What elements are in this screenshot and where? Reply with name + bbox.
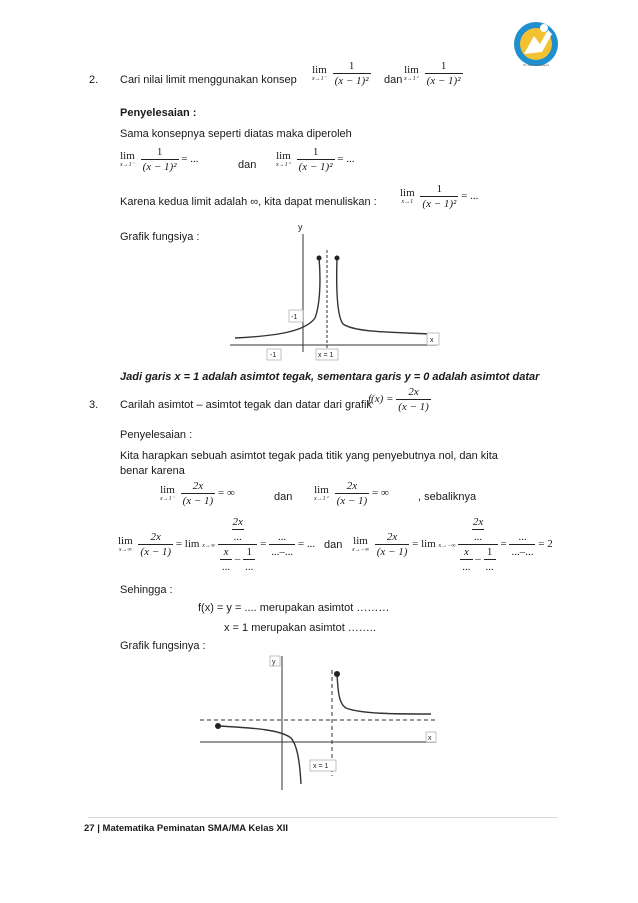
frac-num: 1 xyxy=(486,546,493,558)
frac-num: 2x xyxy=(346,480,358,492)
q3-graph-label: Grafik fungsinya : xyxy=(120,640,206,652)
q3-limit-neginf: lim x→−∞ $\frac{2x}{(x - 1)}$ = lim x→−∞ $\frac{2x}{...}$ $\frac{x}{...}$ – $\frac{1}{...}$ = $\frac{...}{...-...}$ = 2 xyxy=(352,516,553,573)
q2-graph xyxy=(225,220,445,362)
lim-sub: x→∞ xyxy=(118,547,132,553)
q3-curve-left xyxy=(218,726,301,784)
frac-den: ...–... xyxy=(271,546,294,558)
frac-num: x xyxy=(223,546,229,558)
q2-sol-and: dan xyxy=(238,159,257,171)
lim-sub: x→1⁺ xyxy=(276,162,291,168)
q2-sol-limit-right xyxy=(276,146,355,173)
eq-lim: = lim xyxy=(175,538,200,551)
q2-box-neg1-text: -1 xyxy=(291,314,298,321)
frac-num: x xyxy=(463,546,469,558)
frac-den: ... xyxy=(233,531,242,543)
frac-num: 2x xyxy=(408,386,419,398)
frac-num: 2x xyxy=(386,531,398,543)
q3-curve-right xyxy=(337,674,431,714)
q3-line-fx: f(x) = y = .... merupakan asimtot ……… xyxy=(198,602,390,614)
q2-prompt: Cari nilai limit menggunakan konsep xyxy=(120,74,297,86)
q3-and-2: dan xyxy=(324,539,343,551)
frac-num: 2x xyxy=(472,516,484,528)
q3-endpoint-right xyxy=(334,671,340,677)
frac-den: (x − 1) xyxy=(398,401,429,413)
q2-graph-label: Grafik fungsiya : xyxy=(120,231,200,243)
frac-den: ... xyxy=(473,531,483,543)
q2-curve-right xyxy=(337,258,430,334)
lim-sub: x→−∞ xyxy=(438,543,456,550)
lim-sub: x→1 xyxy=(401,199,414,205)
q3-function xyxy=(368,386,431,413)
eq-lim: = lim xyxy=(412,538,436,551)
frac-num: 2x xyxy=(232,516,243,528)
q3-solution-title: Penyelesaian : xyxy=(120,429,193,441)
q3-sehingga: Sehingga : xyxy=(120,584,173,596)
frac-num: 1 xyxy=(348,60,355,72)
q2-solution-line: Sama konsepnya seperti diatas maka diperoleh xyxy=(120,128,352,140)
q2-conclusion: Karena kedua limit adalah ∞, kita dapat menuliskan : xyxy=(120,196,377,208)
frac-num: ... xyxy=(518,531,527,543)
frac-den: ... xyxy=(485,561,494,573)
frac-num: 1 xyxy=(246,546,253,558)
q3-box-x-text: x xyxy=(428,735,432,742)
frac-den: ... xyxy=(245,561,254,573)
footer-divider xyxy=(88,817,558,818)
eq-inf: = ∞ xyxy=(371,487,389,500)
q2-sol-limit-left xyxy=(120,146,199,173)
lim-label: lim xyxy=(120,150,135,162)
q2-result xyxy=(120,370,539,384)
q2-endpoint-left xyxy=(317,256,322,261)
frac-dots: = ... xyxy=(181,153,199,166)
q3-sebaliknya: , sebaliknya xyxy=(418,491,477,503)
lim-label: lim xyxy=(400,187,415,199)
q2-limit-left xyxy=(312,60,371,87)
lim-label: lim xyxy=(404,64,419,76)
q3-line-x1: x = 1 merupakan asimtot …….. xyxy=(224,622,376,634)
frac-den: (x − 1)² xyxy=(298,161,333,173)
lim-sub: x→1⁻ xyxy=(312,76,327,82)
frac-num: ... xyxy=(277,531,287,543)
lim-sub: x→1⁻ xyxy=(120,162,135,168)
lim-label: lim xyxy=(314,484,329,496)
q3-endpoint-left xyxy=(215,723,221,729)
frac-num: 2x xyxy=(192,480,204,492)
frac-dots: = ... xyxy=(337,153,355,166)
frac-den: (x − 1)² xyxy=(334,75,369,87)
lim-label: lim xyxy=(353,535,368,547)
minus: – xyxy=(475,553,481,566)
q3-limit-right xyxy=(314,480,389,507)
q2-box-x1-text: x = 1 xyxy=(318,352,334,359)
q3-fx: f(x) = xyxy=(368,393,394,406)
eq-dots: = ... xyxy=(297,538,316,551)
frac-num: 1 xyxy=(440,60,447,72)
logo-caption: Tut Wuri Handayani xyxy=(522,63,550,67)
q2-graph-y-label: y xyxy=(298,222,303,232)
q2-number: 2. xyxy=(89,74,99,86)
lim-sub: x→1⁺ xyxy=(404,76,419,82)
q3-graph xyxy=(196,652,446,792)
frac-num: 1 xyxy=(436,183,443,195)
frac-num: 2x xyxy=(150,531,161,543)
q3-prompt: Carilah asimtot – asimtot tegak dan datar dari grafik xyxy=(120,399,372,411)
q2-endpoint-right xyxy=(335,256,340,261)
q3-and-1: dan xyxy=(274,491,293,503)
q2-result-text: Jadi garis x = 1 adalah asimtot tegak, sementara garis y = 0 adalah asimtot datar xyxy=(120,371,540,383)
tut-wuri-logo-icon xyxy=(510,14,566,70)
frac-den: ...–... xyxy=(511,546,534,558)
frac-num: 1 xyxy=(156,146,163,158)
q2-limit-right xyxy=(404,60,463,87)
q3-number: 3. xyxy=(89,399,99,411)
eq-two: = 2 xyxy=(538,538,553,551)
lim-label: lim xyxy=(312,64,327,76)
q2-box-xneg1-text: -1 xyxy=(270,352,277,359)
lim-sub: x→1⁻ xyxy=(160,496,175,502)
frac-den: (x − 1) xyxy=(140,546,172,558)
frac-num: 1 xyxy=(312,146,319,158)
lim-label: lim xyxy=(160,484,175,496)
q3-box-x1-text: x = 1 xyxy=(313,763,329,770)
frac-den: (x − 1) xyxy=(182,495,214,507)
q3-limit-inf: lim x→∞ $\frac{2x}{(x - 1)}$ = lim x→∞ $\frac{2x}{...}$ $\frac{x}{...}$ – $\frac{1}{...}$ = $\frac{...}{...-...}$ = ... xyxy=(118,516,316,573)
q3-solution-text-1: Kita harapkan sebuah asimtot tegak pada titik yang penyebutnya nol, dan kita xyxy=(120,450,498,462)
frac-den: ... xyxy=(462,561,471,573)
frac-den: ... xyxy=(221,561,231,573)
q3-box-y-text: y xyxy=(272,659,276,666)
footer-separator: | xyxy=(97,823,100,834)
footer-title: Matematika Peminatan SMA/MA Kelas XII xyxy=(102,823,289,834)
lim-label: lim xyxy=(118,535,133,547)
frac-den: (x − 1)² xyxy=(426,75,461,87)
frac-den: (x − 1) xyxy=(376,546,408,558)
lim-label: lim xyxy=(276,150,291,162)
q2-box-x-text: x xyxy=(430,337,434,344)
q2-solution-title: Penyelesaian : xyxy=(120,107,197,119)
page-number: 27 xyxy=(84,823,95,834)
q3-limit-left xyxy=(160,480,235,507)
frac-den: (x − 1)² xyxy=(422,198,457,210)
logo xyxy=(510,14,566,70)
q3-solution-text-2: benar karena xyxy=(120,465,185,477)
frac-dots: = ... xyxy=(461,190,479,203)
q2-conclusion-limit xyxy=(400,183,478,210)
lim-sub: x→−∞ xyxy=(352,547,369,553)
frac-den: (x − 1) xyxy=(336,495,368,507)
q2-curve-left xyxy=(235,258,320,338)
eq-inf: = ∞ xyxy=(217,487,235,500)
q2-and: dan xyxy=(384,74,403,86)
footer xyxy=(84,822,288,836)
lim-sub: x→1⁺ xyxy=(314,496,329,502)
lim-sub: x→∞ xyxy=(202,543,216,550)
minus: – xyxy=(234,553,241,566)
frac-den: (x − 1)² xyxy=(142,161,177,173)
